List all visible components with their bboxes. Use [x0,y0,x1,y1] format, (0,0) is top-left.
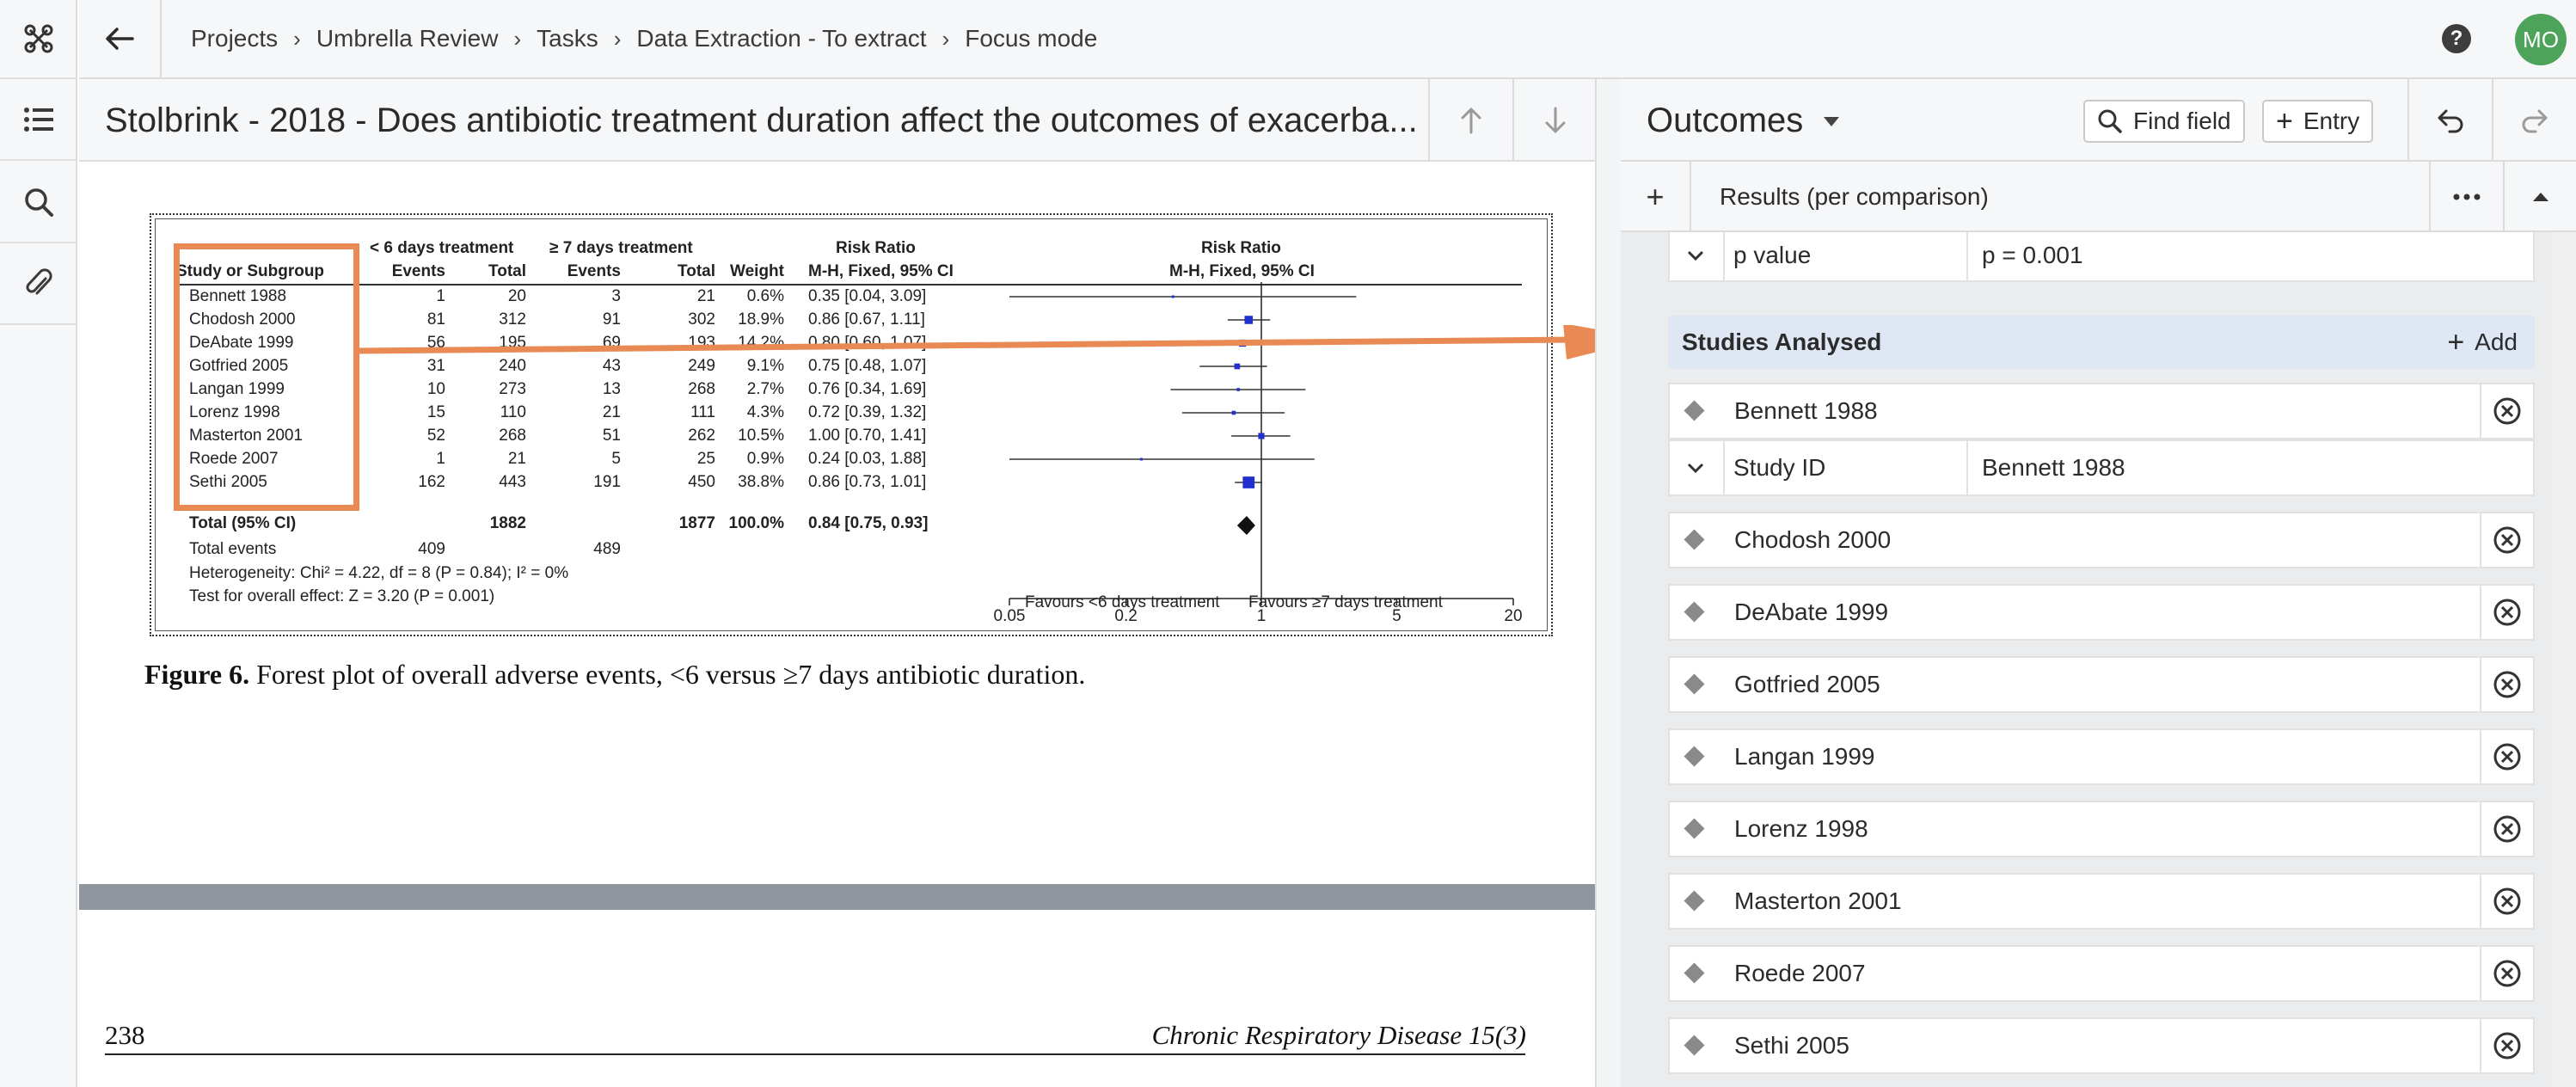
study-name: Langan 1999 [1734,743,1875,770]
chevron-down-icon[interactable] [1670,441,1721,494]
fp-col-weight: Weight [730,262,784,280]
pdf-viewer[interactable] [79,162,1595,1087]
fp-weight: 38.8% [738,473,784,491]
fp-events1: 15 [426,403,445,421]
fp-weight: 4.3% [746,403,784,421]
find-field-label: Find field [2133,107,2231,134]
remove-circle-icon[interactable] [2480,586,2533,639]
point-estimate-marker [1242,476,1254,488]
fp-study-name: Lorenz 1998 [189,403,280,421]
fp-total2: 111 [690,403,715,421]
fp-rr-ci: 1.00 [0.70, 1.41] [808,427,927,445]
fp-total-label: Total (95% CI) [189,514,297,532]
add-entry-label: Entry [2303,107,2360,134]
chevron-right-icon: › [513,25,522,52]
redo-icon [2520,107,2549,133]
next-item-button[interactable] [1512,79,1597,162]
remove-circle-icon[interactable] [2480,384,2533,438]
add-entry-button[interactable] [2262,100,2373,143]
fp-total1: 21 [507,450,526,468]
fp-total-t2: 1877 [678,514,715,532]
chevron-right-icon: › [941,25,950,52]
fp-total2: 193 [688,334,715,352]
fp-total1: 312 [499,310,526,329]
fp-events2: 5 [611,450,621,468]
fp-study-name: Masterton 2001 [189,427,304,445]
fp-total1: 443 [499,473,526,491]
undo-button[interactable] [2407,79,2492,162]
fp-total2: 450 [688,473,715,491]
fp-col-total: Total [488,262,526,280]
fp-weight: 14.2% [738,334,784,352]
point-estimate-marker [1244,316,1253,324]
fp-rr-header: Risk Ratio [836,239,916,257]
panel-divider[interactable] [1595,79,1621,1087]
fp-total1: 110 [500,403,526,421]
fp-weight: 0.9% [746,450,784,468]
fp-total1: 195 [499,334,526,352]
remove-circle-icon[interactable] [2480,513,2533,567]
study-id-field [1668,439,2535,496]
arrow-up-icon [1460,107,1482,134]
studies-analysed-header [1668,316,2535,369]
collapse-section-button[interactable] [2503,162,2576,232]
p-value-input[interactable]: p = 0.001 [1966,232,2534,280]
page-separator [79,884,1595,910]
fp-total2: 21 [696,287,715,305]
breadcrumb-focus-mode: Focus mode [965,25,1098,52]
fp-rr-ci: 0.35 [0.04, 3.09] [808,287,927,305]
fp-total2: 262 [688,427,715,445]
fp-total2: 25 [696,450,715,468]
fp-total1: 20 [507,287,526,305]
fp-events1: 10 [426,380,445,398]
study-name: DeAbate 1999 [1734,599,1889,625]
study-name: Roede 2007 [1734,960,1866,986]
drag-handle-icon[interactable] [1684,601,1704,622]
more-horizontal-icon [2453,193,2481,200]
x-axis-tick-label: 0.2 [1114,607,1138,625]
point-estimate-marker [1140,458,1143,461]
fp-rr-ci: 0.86 [0.67, 1.11] [808,310,925,329]
fp-weight: 10.5% [738,427,784,445]
page-footer-rule [105,1053,1525,1055]
fp-events-1: 409 [418,540,445,558]
fp-study-name: Langan 1999 [189,380,285,398]
fp-total1: 273 [499,380,526,398]
fp-total2: 249 [688,357,715,375]
fp-overall-effect: Test for overall effect: Z = 3.20 (P = 0.001) [189,587,495,605]
section-bar [1621,162,2576,232]
study-name: Chodosh 2000 [1734,526,1892,553]
fp-study-name: Roede 2007 [189,450,279,468]
study-id-input[interactable]: Bennett 1988 [1966,441,2534,494]
page-number: 238 [105,1020,145,1050]
fp-events2: 191 [593,473,621,491]
find-field-button[interactable] [2083,100,2245,143]
fp-rr-ci: 0.72 [0.39, 1.32] [808,403,927,421]
fp-total1: 268 [499,427,526,445]
fp-col-study: Study or Subgroup [176,262,325,280]
help-icon[interactable]: ? [2442,24,2471,53]
p-value-field [1668,232,2535,282]
fp-group1-header: < 6 days treatment [370,239,514,257]
study-item[interactable] [1668,1017,2535,1074]
breadcrumb-projects[interactable]: Projects [191,25,279,52]
drag-handle-icon[interactable] [1684,962,1704,983]
fp-events1: 81 [426,310,445,329]
fp-weight: 18.9% [738,310,784,329]
study-item[interactable] [1668,383,2535,439]
fp-rr-ci: 0.75 [0.48, 1.07] [808,357,927,375]
fp-events1: 1 [436,287,445,305]
fp-total2: 268 [688,380,715,398]
study-item[interactable] [1668,801,2535,857]
fp-events2: 91 [602,310,621,329]
p-value-label: p value [1723,232,1966,280]
fp-events1: 56 [426,334,445,352]
breadcrumb-data-extraction[interactable]: Data Extraction - To extract [636,25,927,52]
study-item[interactable] [1668,728,2535,785]
study-name: Lorenz 1998 [1734,815,1868,842]
study-item[interactable] [1668,945,2535,1002]
outcomes-dropdown[interactable]: Outcomes [1647,101,1804,139]
caret-down-icon[interactable] [1824,117,1839,126]
study-item[interactable] [1668,656,2535,713]
study-item[interactable] [1668,873,2535,930]
fp-col-total2: Total [678,262,715,280]
remove-circle-icon[interactable] [2480,658,2533,711]
x-axis-tick-label: 0.05 [993,607,1026,625]
fp-favours-right: Favours ≥7 days treatment [1248,593,1443,611]
fp-plot-header: Risk Ratio [1201,239,1281,257]
fp-study-name: Sethi 2005 [189,473,267,491]
fp-study-name: Chodosh 2000 [189,310,296,329]
drag-handle-icon[interactable] [1684,890,1704,911]
fp-rr-method: M-H, Fixed, 95% CI [808,262,954,280]
fp-weight: 2.7% [746,380,784,398]
figure-label: Figure 6. [144,659,250,690]
fp-total2: 302 [688,310,715,329]
drag-handle-icon[interactable] [1684,1035,1704,1055]
fp-total-weight: 100.0% [728,514,784,532]
point-estimate-marker [1232,411,1236,415]
fp-weight: 9.1% [746,357,784,375]
search-icon [2097,108,2123,134]
breadcrumb [191,0,1097,77]
fp-events2: 3 [611,287,621,305]
fp-rr-ci: 0.86 [0.73, 1.01] [808,473,927,491]
fp-total-rr: 0.84 [0.75, 0.93] [808,514,929,532]
avatar[interactable]: MO [2515,14,2567,65]
fp-group2-header: ≥ 7 days treatment [549,239,693,257]
plus-icon: + [2276,105,2293,138]
back-button[interactable] [79,0,162,77]
extraction-panel [1621,79,2576,1087]
point-estimate-marker [1236,388,1240,391]
fp-rr-ci: 0.24 [0.03, 1.88] [808,450,927,468]
fp-events2: 69 [602,334,621,352]
plus-icon: + [1646,179,1665,214]
breadcrumb-umbrella-review[interactable]: Umbrella Review [316,25,499,52]
undo-icon [2436,107,2465,133]
study-item[interactable] [1668,512,2535,568]
breadcrumb-tasks[interactable]: Tasks [537,25,598,52]
fp-heterogeneity: Heterogeneity: Chi² = 4.22, df = 8 (P = 0.84); I² = 0% [189,564,569,582]
left-rail [0,0,77,1087]
studies-analysed-label: Studies Analysed [1682,329,1882,355]
search-icon[interactable] [0,162,77,243]
more-options-button[interactable] [2429,162,2503,232]
study-column-highlight [174,243,359,511]
x-axis-tick-label: 1 [1256,607,1267,625]
fp-col-events: Events [391,262,445,280]
chevron-down-icon[interactable] [1670,232,1721,280]
figure-caption-text: Forest plot of overall adverse events, <6 versus ≥7 days antibiotic duration. [249,659,1086,690]
paperclip-icon[interactable] [0,243,77,325]
x-axis-tick-label: 20 [1504,607,1523,625]
remove-circle-icon[interactable] [2480,875,2533,928]
outcomes-header [1621,79,2576,162]
pooled-diamond [1237,516,1255,535]
remove-circle-icon[interactable] [2480,1019,2533,1072]
fp-favours-left: Favours <6 days treatment [1025,593,1220,611]
study-id-label: Study ID [1723,441,1966,494]
study-name: Sethi 2005 [1734,1032,1849,1059]
fields-list [1621,232,2576,1087]
arrow-left-icon [105,27,134,51]
fp-col-events2: Events [567,262,621,280]
outline-list-icon[interactable] [0,79,77,161]
fields-scrollbar[interactable] [2552,232,2576,1087]
add-section-button[interactable] [1621,162,1691,232]
previous-item-button[interactable] [1428,79,1512,162]
fp-study-name: DeAbate 1999 [189,334,294,352]
fp-events1: 31 [426,357,445,375]
drag-handle-icon[interactable] [1684,746,1704,766]
section-title[interactable]: Results (per comparison) [1720,183,1989,210]
remove-circle-icon[interactable] [2480,730,2533,783]
point-estimate-marker [1258,433,1264,439]
fp-events2: 21 [602,403,621,421]
fp-plot-method: M-H, Fixed, 95% CI [1169,262,1315,280]
drag-handle-icon[interactable] [1684,673,1704,694]
fp-study-name: Bennett 1988 [189,287,287,305]
drag-handle-icon[interactable] [1684,400,1704,421]
remove-circle-icon[interactable] [2480,947,2533,1000]
highlight-arrow [359,325,1595,377]
document-title: Stolbrink - 2018 - Does antibiotic treatment duration affect the outcomes of exacerba... [105,101,1418,139]
fp-rr-ci: 0.80 [0.60, 1.07] [808,334,927,352]
fp-rr-ci: 0.76 [0.34, 1.69] [808,380,927,398]
study-name: Gotfried 2005 [1734,671,1880,697]
chevron-right-icon: › [293,25,301,52]
study-item[interactable] [1668,584,2535,641]
fp-events-label: Total events [189,540,277,558]
plus-icon: + [2447,325,2465,359]
x-axis-tick-label: 5 [1392,607,1401,625]
top-bar [79,0,2576,79]
fp-events2: 13 [602,380,621,398]
fp-events1: 162 [418,473,445,491]
fp-weight: 0.6% [746,287,784,305]
add-study-label: Add [2475,329,2518,355]
add-study-button[interactable] [2447,316,2518,369]
caret-up-icon [2533,192,2548,202]
fp-study-name: Gotfried 2005 [189,357,289,375]
fp-events2: 51 [602,427,621,445]
fp-total1: 240 [499,357,526,375]
app-logo-icon[interactable] [0,0,77,79]
fp-total-t1: 1882 [489,514,526,532]
document-header [79,79,1595,162]
remove-circle-icon[interactable] [2480,802,2533,856]
drag-handle-icon[interactable] [1684,818,1704,838]
figure-caption [144,659,1085,691]
fp-events1: 1 [436,450,445,468]
redo-button[interactable] [2492,79,2576,162]
point-estimate-marker [1172,296,1175,298]
fp-events-2: 489 [593,540,621,558]
study-name: Bennett 1988 [1734,397,1878,424]
fp-events1: 52 [426,427,445,445]
chevron-right-icon: › [613,25,622,52]
study-name: Masterton 2001 [1734,887,1902,914]
journal-name: Chronic Respiratory Disease 15(3) [1151,1020,1526,1050]
fp-events2: 43 [602,357,621,375]
arrow-down-icon [1544,107,1567,134]
drag-handle-icon[interactable] [1684,529,1704,550]
